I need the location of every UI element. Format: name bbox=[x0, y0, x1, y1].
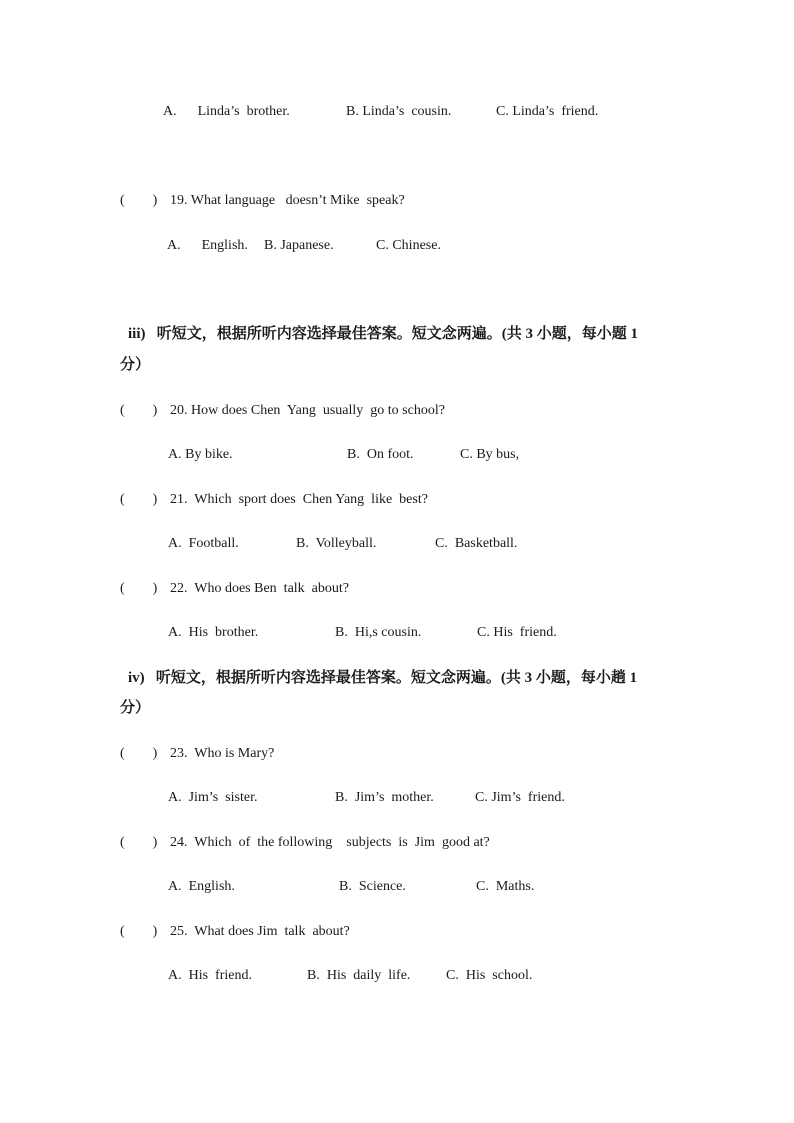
q23-option-a: A. Jim’s sister. bbox=[168, 790, 258, 805]
q25-option-a: A. His friend. bbox=[168, 968, 252, 983]
q20-option-a: A. By bike. bbox=[168, 447, 233, 462]
q24-question: 24. Which of the following subjects is Jim good at? bbox=[170, 835, 490, 850]
q20-option-b: B. On foot. bbox=[347, 447, 414, 462]
q23-question: 23. Who is Mary? bbox=[170, 746, 275, 761]
q20-option-c: C. By bus, bbox=[460, 447, 520, 462]
q23-bracket: ( ) bbox=[120, 746, 158, 761]
q19-question: 19. What language doesn’t Mike speak? bbox=[170, 193, 405, 208]
q21-bracket: ( ) bbox=[120, 492, 158, 507]
q19-bracket: ( ) bbox=[120, 193, 158, 208]
q20-question: 20. How does Chen Yang usually go to school? bbox=[170, 403, 445, 418]
q22-option-c: C. His friend. bbox=[477, 625, 557, 640]
q23-option-c: C. Jim’s friend. bbox=[475, 790, 565, 805]
q24-bracket: ( ) bbox=[120, 835, 158, 850]
section-iv-heading-cont: 分） bbox=[120, 700, 151, 716]
q21-option-a: A. Football. bbox=[168, 536, 239, 551]
q22-option-b: B. Hi,s cousin. bbox=[335, 625, 422, 640]
q21-option-c: C. Basketball. bbox=[435, 536, 518, 551]
q21-option-b: B. Volleyball. bbox=[296, 536, 377, 551]
q24-option-c: C. Maths. bbox=[476, 879, 535, 894]
q18-option-c: C. Linda’s friend. bbox=[496, 104, 599, 119]
q21-question: 21. Which sport does Chen Yang like best? bbox=[170, 492, 428, 507]
q25-bracket: ( ) bbox=[120, 924, 158, 939]
q19-option-a: A. English. bbox=[167, 238, 248, 253]
q23-option-b: B. Jim’s mother. bbox=[335, 790, 434, 805]
section-iii-heading: iii) 听短文，根据所听内容选择最佳答案。短文念两遍。(共 3 小题，每小题 1 bbox=[128, 326, 638, 342]
section-iii-heading-cont: 分） bbox=[120, 357, 151, 373]
q18-option-b: B. Linda’s cousin. bbox=[346, 104, 452, 119]
q19-option-c: C. Chinese. bbox=[376, 238, 441, 253]
q22-question: 22. Who does Ben talk about? bbox=[170, 581, 349, 596]
q22-bracket: ( ) bbox=[120, 581, 158, 596]
q20-bracket: ( ) bbox=[120, 403, 158, 418]
q24-option-b: B. Science. bbox=[339, 879, 406, 894]
q24-option-a: A. English. bbox=[168, 879, 235, 894]
section-iv-heading: iv) 听短文，根据所听内容选择最佳答案。短文念两遍。(共 3 小题，每小趟 1 bbox=[128, 670, 638, 686]
q25-option-b: B. His daily life. bbox=[307, 968, 411, 983]
q18-option-a: A. Linda’s brother. bbox=[163, 104, 290, 119]
q22-option-a: A. His brother. bbox=[168, 625, 259, 640]
q25-question: 25. What does Jim talk about? bbox=[170, 924, 350, 939]
q19-option-b: B. Japanese. bbox=[264, 238, 334, 253]
q25-option-c: C. His school. bbox=[446, 968, 533, 983]
